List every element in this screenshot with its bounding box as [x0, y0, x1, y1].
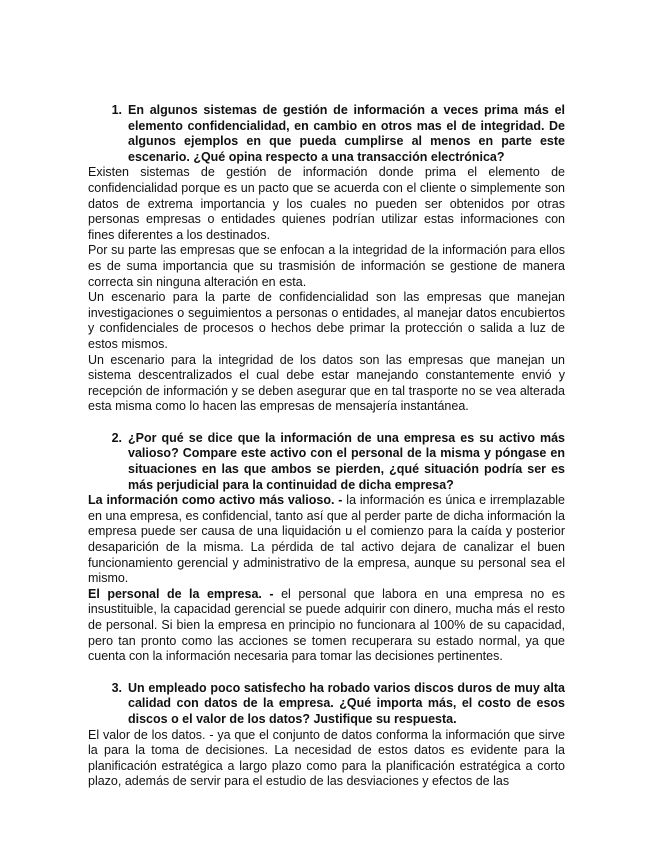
answer-paragraph: La información como activo más valioso. - la información es única e irremplazable en una empresa, es confidencial, tanto así que al perder parte de dicha información la empresa puede ser causa de una liquidación u el comienzo para la caída y posterior desaparición de la misma. La pérdida de tal activo dejara de canalizar el buen funcionamiento gerencial y administrativo de la empresa, aunque su personal sea el mismo. [88, 493, 565, 586]
paragraph-lead: El personal de la empresa. - [88, 586, 274, 601]
answer-paragraph: El valor de los datos. - ya que el conjunto de datos conforma la información que sirve la para la toma de decisiones. La necesidad de estos datos es evidente para la planificación estratégica a largo plazo como para la planificación estratégica a corto plazo, además de servir para el estudio de las desviaciones y efectos de las [88, 727, 565, 789]
answer-paragraph: Por su parte las empresas que se enfocan a la integridad de la información para ellos es de suma importancia que su trasmisión de información se gestione de manera correcta sin ninguna alteración en esta. [88, 243, 565, 289]
question-3 [88, 681, 565, 728]
question-text: En algunos sistemas de gestión de información a veces prima más el elemento confidencialidad, en cambio en otros mas el de integridad. De algunos ejemplos en que pueda cumplirse al menos en parte este escenario. ¿Qué opina respecto a una transacción electrónica? [128, 103, 565, 164]
question-1 [88, 103, 565, 165]
answer-paragraph: Existen sistemas de gestión de información donde prima el elemento de confidencialidad porque es un pacto que se acuerda con el cliente o simplemente son datos de extrema importancia y los cuales no pueden ser obtenidos por otras personas empresas o entidades quienes podrían utilizar estas informaciones con fines diferentes a los destinados. [88, 165, 565, 242]
question-number: 2. [111, 430, 122, 445]
answer-paragraph: El personal de la empresa. - el personal que labora en una empresa no es insustituible, la capacidad gerencial se puede adquirir con dinero, mucha más el resto de personal. Si bien la empresa en principio no funcionara al 100% de su capacidad, pero tan pronto como las acciones se tomen recuperara su estado normal, ya que cuenta con la información necesaria para tomar las decisiones pertinentes. [88, 586, 565, 664]
question-text: ¿Por qué se dice que la información de una empresa es su activo más valioso? Compare este activo con el personal de la misma y póngase en situaciones en las que ambos se pierden, ¿qué situación podría ser es más perjudicial para la continuidad de dicha empresa? [128, 430, 565, 492]
question-text: Un empleado poco satisfecho ha robado varios discos duros de muy alta calidad con datos de la empresa. ¿Qué importa más, el costo de esos discos o el valor de los datos? Justifique su respuesta. [128, 680, 565, 726]
question-number: 3. [111, 680, 122, 695]
paragraph-lead: La información como activo más valioso. - [88, 493, 343, 508]
spacer [88, 665, 565, 681]
question-number: 1. [111, 103, 122, 117]
document-body [88, 103, 565, 790]
answer-paragraph: Un escenario para la integridad de los datos son las empresas que manejan un sistema descentralizados el cual debe estar manejando constantemente envió y recepción de información y se deben asegurar que en tal trasporte no se vea alterada esta misma como lo hacen las empresas de mensajería instantánea. [88, 352, 565, 414]
spacer [88, 415, 565, 431]
answer-paragraph: Un escenario para la parte de confidencialidad son las empresas que manejan investigaciones o seguimientos a personas o entidades, al manejar datos encubiertos y confidenciales de procesos o hechos debe primar la protección o salida a luz de estos mismos. [88, 290, 565, 351]
question-2 [88, 431, 565, 493]
